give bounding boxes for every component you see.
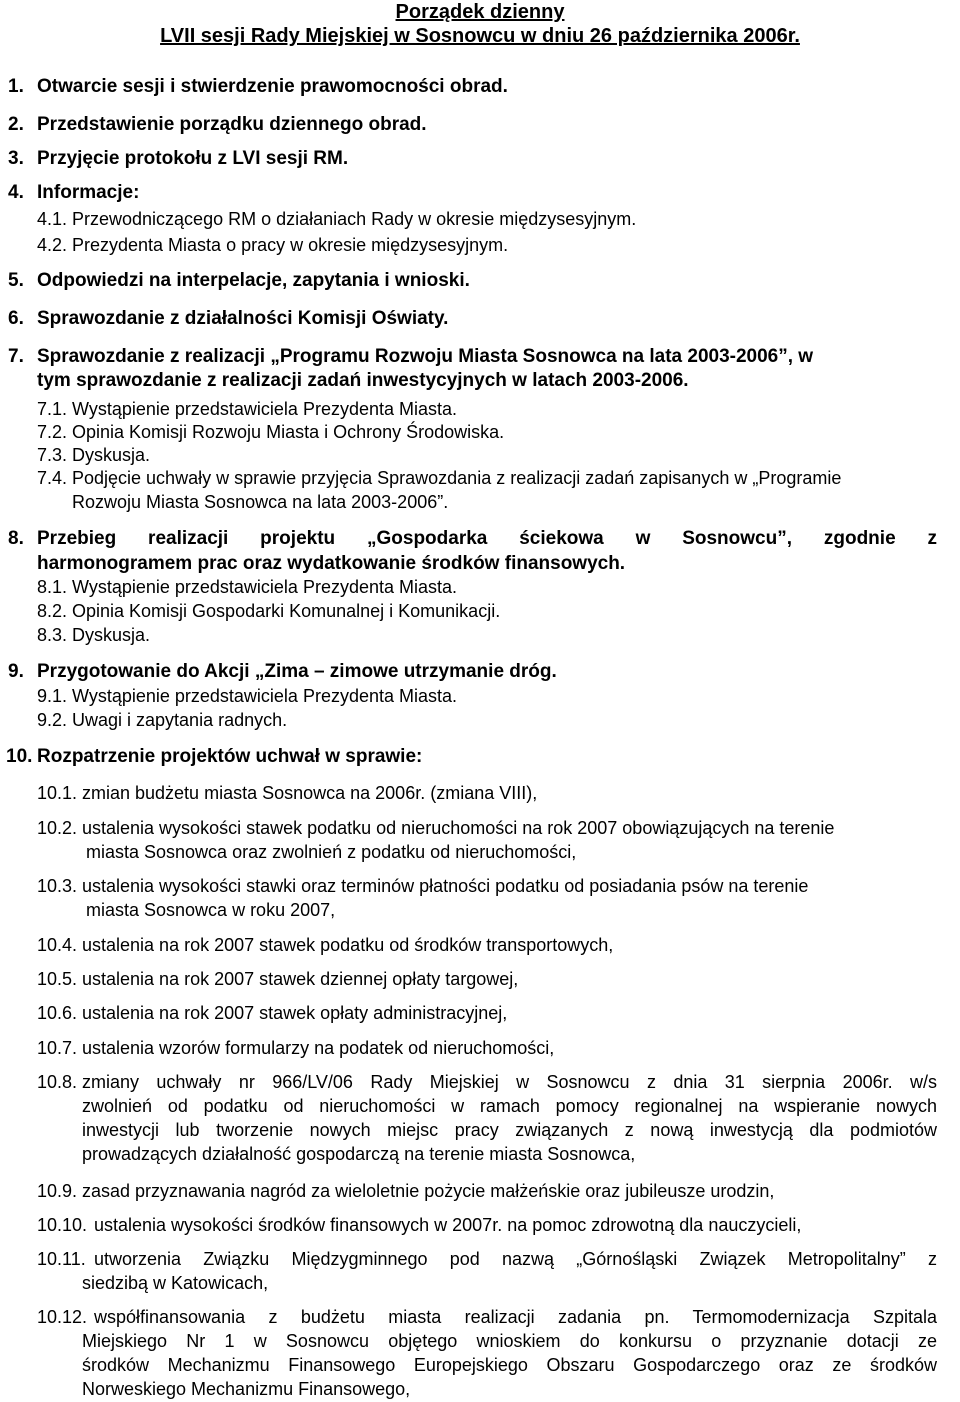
item-text-line: zwolnień od podatku od nieruchomości w ramach pomocy regionalnej na wspieranie nowych bbox=[82, 1096, 937, 1116]
item-number: 1. bbox=[8, 76, 24, 97]
item-text: Dyskusja. bbox=[72, 445, 151, 465]
item-text-line: tym sprawozdanie z realizacji zadań inwestycyjnych w latach 2003-2006. bbox=[37, 370, 689, 391]
item-text: Przyjęcie protokołu z LVI sesji RM. bbox=[37, 148, 349, 169]
item-number: 10.10. bbox=[37, 1215, 88, 1235]
item-text-line: Norweskiego Mechanizmu Finansowego, bbox=[82, 1379, 411, 1399]
item-text-line: ustalenia wysokości stawek podatku od nieruchomości na rok 2007 obowiązujących na terenie bbox=[82, 818, 835, 838]
item-text-line: Rozwoju Miasta Sosnowca na lata 2003-2006”. bbox=[72, 492, 449, 512]
item-text: Opinia Komisji Gospodarki Komunalnej i Komunikacji. bbox=[72, 601, 501, 621]
item-number: 10.1. bbox=[37, 783, 78, 803]
item-text-line: inwestycji lub tworzenie nowych miejsc pracy związanych z nową inwestycją dla podmiotów bbox=[82, 1120, 937, 1140]
item-number: 4.2. bbox=[37, 235, 68, 255]
item-number: 7.2. bbox=[37, 422, 68, 442]
item-text-line: miasta Sosnowca oraz zwolnień z podatku od nieruchomości, bbox=[86, 842, 577, 862]
item-number: 10.7. bbox=[37, 1038, 78, 1058]
item-number: 10.9. bbox=[37, 1181, 78, 1201]
item-text-line: Sprawozdanie z realizacji „Programu Rozwoju Miasta Sosnowca na lata 2003-2006”, w bbox=[37, 346, 814, 367]
item-text: Rozpatrzenie projektów uchwał w sprawie: bbox=[37, 746, 423, 767]
item-text: Informacje: bbox=[37, 182, 140, 203]
item-number: 4. bbox=[8, 182, 24, 203]
item-number: 10.4. bbox=[37, 935, 78, 955]
document-title: Porządek dzienny bbox=[395, 1, 565, 23]
item-text-line: prowadzących działalność gospodarczą na terenie miasta Sosnowca, bbox=[82, 1144, 636, 1164]
item-number: 8.2. bbox=[37, 601, 68, 621]
item-number: 5. bbox=[8, 270, 24, 291]
item-text: Prezydenta Miasta o pracy w okresie międzysesyjnym. bbox=[72, 235, 509, 255]
item-text: Dyskusja. bbox=[72, 625, 151, 645]
item-number: 9. bbox=[8, 661, 24, 682]
item-number: 10.6. bbox=[37, 1003, 78, 1023]
item-text-line: ustalenia wysokości stawki oraz terminów płatności podatku od posiadania psów na terenie bbox=[82, 876, 809, 896]
document-subtitle: LVII sesji Rady Miejskiej w Sosnowcu w dniu 26 października 2006r. bbox=[160, 25, 800, 47]
item-text-line: Przebieg realizacji projektu „Gospodarka ściekowa w Sosnowcu”, zgodnie z bbox=[37, 528, 937, 549]
item-text: Przygotowanie do Akcji „Zima – zimowe utrzymanie dróg. bbox=[37, 661, 557, 682]
item-number: 4.1. bbox=[37, 209, 68, 229]
item-number: 9.1. bbox=[37, 686, 68, 706]
item-text: Sprawozdanie z działalności Komisji Oświaty. bbox=[37, 308, 449, 329]
item-number: 10. bbox=[6, 746, 33, 767]
item-number: 9.2. bbox=[37, 710, 68, 730]
item-text: ustalenia na rok 2007 stawek podatku od środków transportowych, bbox=[82, 935, 614, 955]
item-number: 7.1. bbox=[37, 399, 68, 419]
item-text: zmian budżetu miasta Sosnowca na 2006r. (zmiana VIII), bbox=[82, 783, 538, 803]
item-number: 10.12. bbox=[37, 1307, 88, 1327]
item-text: Opinia Komisji Rozwoju Miasta i Ochrony Środowiska. bbox=[72, 422, 505, 442]
item-text-line: Miejskiego Nr 1 w Sosnowcu objętego wnioskiem do konkursu o przyznanie dotacji ze bbox=[82, 1331, 937, 1351]
item-text: ustalenia na rok 2007 stawek opłaty administracyjnej, bbox=[82, 1003, 508, 1023]
item-text: Otwarcie sesji i stwierdzenie prawomocności obrad. bbox=[37, 76, 508, 97]
item-text: Przewodniczącego RM o działaniach Rady w okresie międzysesyjnym. bbox=[72, 209, 637, 229]
item-number: 10.5. bbox=[37, 969, 78, 989]
item-text: ustalenia wysokości środków finansowych w 2007r. na pomoc zdrowotną dla nauczycieli, bbox=[94, 1215, 802, 1235]
item-number: 2. bbox=[8, 114, 24, 135]
item-number: 10.11. bbox=[37, 1249, 86, 1269]
item-text: Odpowiedzi na interpelacje, zapytania i wnioski. bbox=[37, 270, 470, 291]
item-text-line: środków Mechanizmu Finansowego Europejskiego Obszaru Gospodarczego oraz ze środków bbox=[82, 1355, 937, 1375]
item-text: Uwagi i zapytania radnych. bbox=[72, 710, 288, 730]
item-text-line: współfinansowania z budżetu miasta realizacji zadania pn. Termomodernizacja Szpitala bbox=[94, 1307, 937, 1327]
item-text: Wystąpienie przedstawiciela Prezydenta Miasta. bbox=[72, 399, 458, 419]
item-text: ustalenia na rok 2007 stawek dziennej opłaty targowej, bbox=[82, 969, 519, 989]
item-number: 7.4. bbox=[37, 468, 68, 488]
item-text: zasad przyznawania nagród za wieloletnie pożycie małżeńskie oraz jubileusze urodzin, bbox=[82, 1181, 775, 1201]
item-number: 8.1. bbox=[37, 577, 68, 597]
item-number: 8. bbox=[8, 528, 24, 549]
item-number: 3. bbox=[8, 148, 24, 169]
item-text-line: Podjęcie uchwały w sprawie przyjęcia Sprawozdania z realizacji zadań zapisanych w „Programie bbox=[72, 468, 842, 488]
item-text: ustalenia wzorów formularzy na podatek od nieruchomości, bbox=[82, 1038, 555, 1058]
item-number: 10.8. bbox=[37, 1072, 78, 1092]
item-text-line: zmiany uchwały nr 966/LV/06 Rady Miejskiej w Sosnowcu z dnia 31 sierpnia 2006r. w/s bbox=[82, 1072, 937, 1092]
item-number: 8.3. bbox=[37, 625, 68, 645]
item-text: Przedstawienie porządku dziennego obrad. bbox=[37, 114, 427, 135]
item-text: Wystąpienie przedstawiciela Prezydenta Miasta. bbox=[72, 577, 458, 597]
item-text-line: harmonogramem prac oraz wydatkowanie środków finansowych. bbox=[37, 553, 626, 574]
item-text-line: utworzenia Związku Międzygminnego pod nazwą „Górnośląski Związek Metropolitalny” z bbox=[94, 1249, 937, 1269]
item-number: 6. bbox=[8, 308, 24, 329]
item-text-line: miasta Sosnowca w roku 2007, bbox=[86, 900, 336, 920]
item-number: 10.3. bbox=[37, 876, 78, 896]
item-text-line: siedzibą w Katowicach, bbox=[82, 1273, 269, 1293]
item-number: 7.3. bbox=[37, 445, 68, 465]
item-number: 7. bbox=[8, 346, 24, 367]
item-text: Wystąpienie przedstawiciela Prezydenta Miasta. bbox=[72, 686, 458, 706]
item-number: 10.2. bbox=[37, 818, 78, 838]
